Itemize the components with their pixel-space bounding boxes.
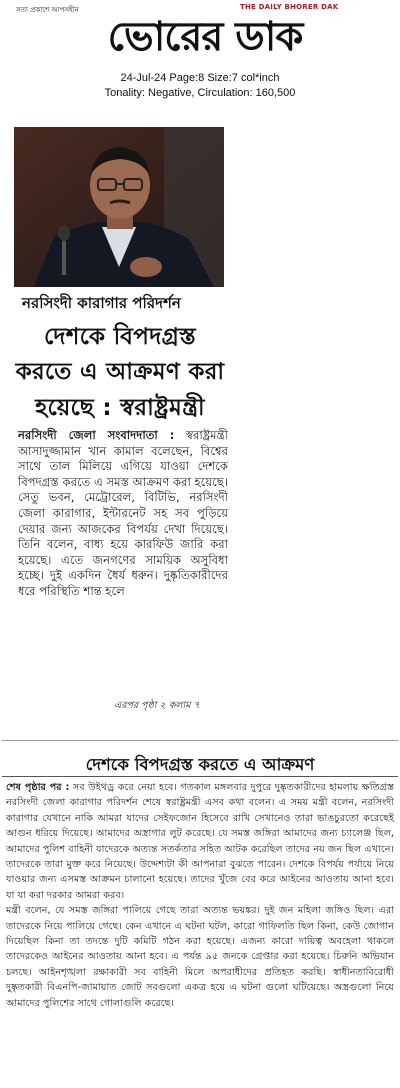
headline-underline: [2, 776, 398, 777]
continuation-headline: দেশকে বিপদগ্রস্ত করতে এ আক্রমণ: [85, 755, 315, 774]
continuation-jump-note: এরপর পৃষ্ঠা ২ কলাম ৭: [114, 700, 200, 711]
article-body: [18, 428, 228, 600]
minister-photo-illustration: [14, 127, 224, 287]
newspaper-tagline: সত্য প্রকাশে আপসহীন: [16, 6, 79, 14]
continuation-lead: শেষ পৃষ্ঠার পর :: [6, 782, 70, 793]
headline-line-2: করতে এ আক্রমণ করা: [15, 359, 225, 385]
continuation-body: [6, 780, 394, 1011]
article-byline: নরসিংদী জেলা সংবাদদাতা :: [18, 428, 175, 442]
continuation-paragraph-2: মন্ত্রী বলেন, যে সমস্ত জঙ্গিরা পালিয়ে গেছে তারা অত্যন্ত ভয়ঙ্কর। দুই জন মহিলা জঙ্গিও ছিল। এরা তাদেরকে নিয়ে পালিয়ে গেছে। কেন এখানে এ ঘটনা ঘটল, কারো গাফিলতি ছিল কিনা, কেউ জোগান দিয়েছিল কিনা তা তদন্তে দুটি কমিটি গঠন করা হয়েছে। এজন্য কারো দায়িত্ব অবহেলা থাকলে তাদেরকেও আইনের আওতায় আনা হবে। এ পর্যন্ত ৯৫ জনকে গ্রেপ্তার করা হয়েছে। চিরুনি অভিযান চলছে। আইনশৃঙ্খলা রক্ষাকারী সব বাহিনী মিলে অপরাধীদের প্রতিহত করছি। স্বাধীনতাবিরোধী দুষ্কৃতকারী বিএনপি-জামায়াত জোট সবগুলো একত্র হয়ে এ ঘটনা গুলো ঘটিয়েছে। অস্ত্রগুলো নিয়ে আমাদের পুলিশের সাথে গোলাগুলি করেছে।: [6, 905, 394, 1009]
newspaper-english-name: THE DAILY BHORER DAK: [240, 3, 339, 11]
section-divider: [2, 740, 398, 741]
clipping-meta-date-page: 24-Jul-24 Page:8 Size:7 col*inch: [120, 72, 280, 84]
clipping-meta-tonality: Tonality: Negative, Circulation: 160,500: [104, 87, 296, 99]
headline-line-3: হয়েছে : স্বরাষ্ট্রমন্ত্রী: [35, 395, 205, 421]
article-body-text: স্বরাষ্ট্রমন্ত্রী আসাদুজ্জামান খান কামাল বলেছেন, বিশ্বের সাথে তাল মিলিয়ে এগিয়ে যাওয়া দেশকে বিপদগ্রস্ত করতে এ সমস্ত আক্রমণ করা হয়েছে। সেতু ভবন, মেট্রোরেল, বিটিভি, নরসিংদী জেলা কারাগার, ইন্টারনেট সহ সব পুড়িয়ে দেয়ার জন্য আজকের বিপর্যয় দেখা দিয়েছে। তিনি বলেন, বাধ্য হয়ে কারফিউ জারি করা হয়েছে। এতে জনগণের সাময়িক অসুবিধা হচ্ছে। দুই একদিন ধৈর্য ধরুন। দুষ্কৃতিকারীদের ধরে পরিস্থিতি শান্ত হলে: [18, 428, 228, 598]
article-photo: [14, 127, 224, 287]
continuation-paragraph-1-text: সব উইথড্র করে নেয়া হবে। গতকাল মঙ্গলবার দুপুরে দুষ্কৃতকারীদের হামলায় ক্ষতিগ্রস্ত নরসিংদী জেলা কারাগার পরিদর্শন শেষে স্বরাষ্ট্রমন্ত্রী এসব কথা বলেন। এ সময় মন্ত্রী বলেন, নরসিংদী কারাগার যেখানে নাকি আমরা যাদের সেইফজোন হিসেবে রাখি সেখানেও তারা ভাঙচুরতো করেছেই আগুন ধরিয়ে দিয়েছে। আমাদের অস্ত্রাগার লুট করেছে। যে সমস্ত জঙ্গিরা আমাদের জন্য চ্যালেঞ্জ ছিল, আমাদের পুলিশ বাহিনী যাদেরকে অত্যন্ত সতর্কতার সহিত আটক করেছিল তাদের নয় জন ছিল এখানে। তাদেরকে তারা মুক্ত করে নিয়েছে। উদ্দেশ্যটা কী আপনারা বুঝতে পারেন। দেশকে বিপর্যয় পর্যায়ে নিয়ে যাওয়ার জন্য এসমস্ত আক্রমন চালানো হয়েছে। তাদের খুঁজে বের করে আইনের আওতায় আনা হবে। যা যা করা দরকার আমরা করব।: [6, 782, 394, 901]
continuation-paragraph-1: [6, 780, 394, 903]
headline-line-1: দেশকে বিপদগ্রস্ত: [44, 324, 196, 350]
article-kicker: নরসিংদী কারাগার পরিদর্শন: [22, 294, 181, 312]
newspaper-masthead: ভোরের ডাক: [107, 14, 303, 60]
